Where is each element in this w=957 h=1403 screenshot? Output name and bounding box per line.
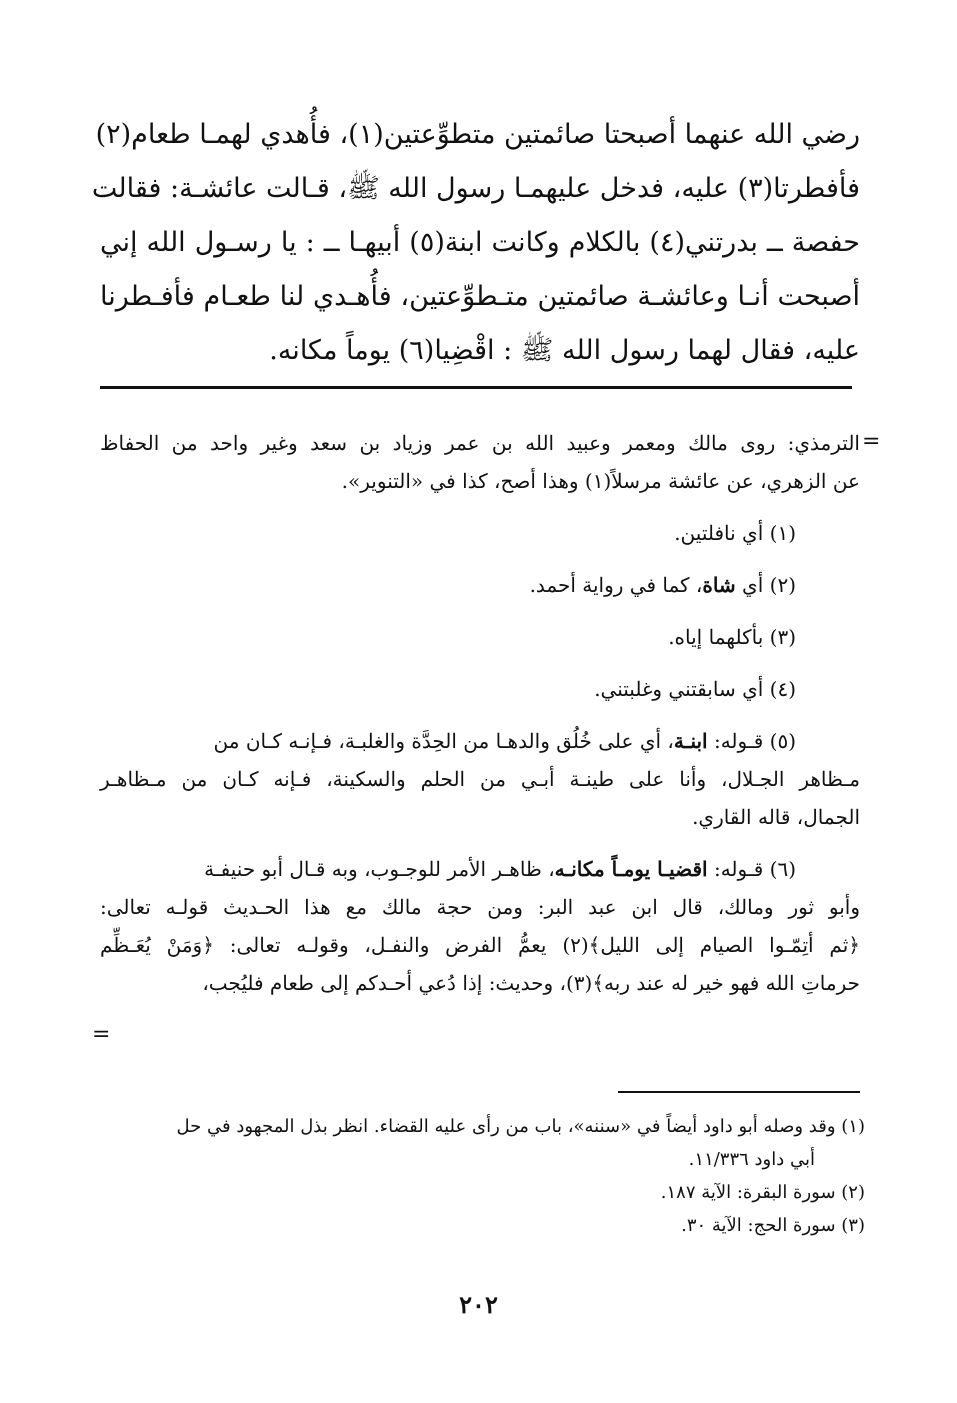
continuation-marker: = <box>862 429 881 454</box>
footnote-divider <box>618 1091 860 1093</box>
note-6-line: ﴿ثم أتِمّـوا الصيام إلى الليل﴾(٢) يعمُّ الفرض والنفـل، وقولـه تعالى: ﴿وَمَنْ يُعَـظِّم <box>100 933 860 957</box>
note-1: (١) أي نافلتين. <box>674 521 796 545</box>
note-6: (٦) قـوله: اقضيـا يومـاً مكانـه، ظاهـر الأمر للوجـوب، وبه قـال أبو حنيفـة <box>204 857 796 881</box>
footnote-2: (٢) سورة البقرة: الآية ١٨٧. <box>660 1182 865 1203</box>
main-divider <box>100 386 852 389</box>
main-line: رضي الله عنهما أصبحتا صائمتين متطوِّعتين(١)، فأُهدي لهمـا طعام(٢) <box>95 119 860 150</box>
note-5: (٥) قـوله: ابنـة، أي على خُلُق والدهـا من الحِدَّة والغلبـة، فـإنـه كـان من <box>213 729 796 753</box>
main-line: عليه، فقال لهما رسول الله ﷺ : اقْضِيا(٦) يوماً مكانه. <box>269 335 860 366</box>
note-4: (٤) أي سابقتني وغلبتني. <box>594 677 796 701</box>
main-line: حفصة ــ بدرتني(٤) بالكلام وكانت ابنة(٥) أبيهـا ــ : يا رسـول الله إني <box>100 227 860 258</box>
note-continuation-line: عن الزهري، عن عائشة مرسلاً(١) وهذا أصح، كذا في «التنوير». <box>341 469 860 493</box>
main-line: أصبحت أنـا وعائشـة صائمتين متـطوِّعتين، فأُهـدي لنا طعـام فأفـطرنا <box>100 281 860 312</box>
main-line: فأفطرتا(٣) عليه، فدخل عليهمـا رسول الله ﷺ، قـالت عائشـة: فقالت <box>91 173 860 204</box>
main-paragraph <box>91 108 860 378</box>
note-6-line: وأبو ثور ومالك، قال ابن عبد البر: ومن حجة مالك مع هذا الحـديث قولـه تعالى: <box>100 895 860 919</box>
footnote-1-cont: أبي داود ١١/٣٣٦. <box>688 1149 815 1170</box>
note-5-keyword: ابنـة <box>673 729 708 753</box>
note-5-line: الجمال، قاله القاري. <box>692 805 860 829</box>
footnote-1: (١) وقد وصله أبو داود أيضاً في «سننه»، باب من رأى عليه القضاء. انظر بذل المجهود في حل <box>176 1116 865 1137</box>
note-6-keyword: اقضيـا يومـاً مكانـه <box>554 857 708 881</box>
note-continuation-line: الترمذي: روى مالك ومعمر وعبيد الله بن عمر وزياد بن سعد وغير واحد من الحفاظ <box>100 431 860 455</box>
footnotes <box>100 1110 865 1242</box>
commentary-notes <box>100 424 860 1002</box>
note-6-line: حرماتِ الله فهو خير له عند ربه﴾(٣)، وحديث: إذا دُعي أحـدكم إلى طعام فليُجب، <box>202 971 860 995</box>
note-3: (٣) بأكلهما إياه. <box>668 625 796 649</box>
next-page-marker: = <box>92 1022 111 1047</box>
note-2: (٢) أي شاة، كما في رواية أحمد. <box>529 573 796 597</box>
note-2-keyword: شاة <box>702 573 736 597</box>
note-5-line: مـظاهر الجـلال، وأنا على طينـة أبـي من الحلم والسكينة، فـإنه كـان من مـظاهـر <box>100 767 860 791</box>
page-number: ٢٠٢ <box>459 1290 498 1319</box>
main-text <box>91 108 860 378</box>
footnote-3: (٣) سورة الحج: الآية ٣٠. <box>681 1215 865 1236</box>
